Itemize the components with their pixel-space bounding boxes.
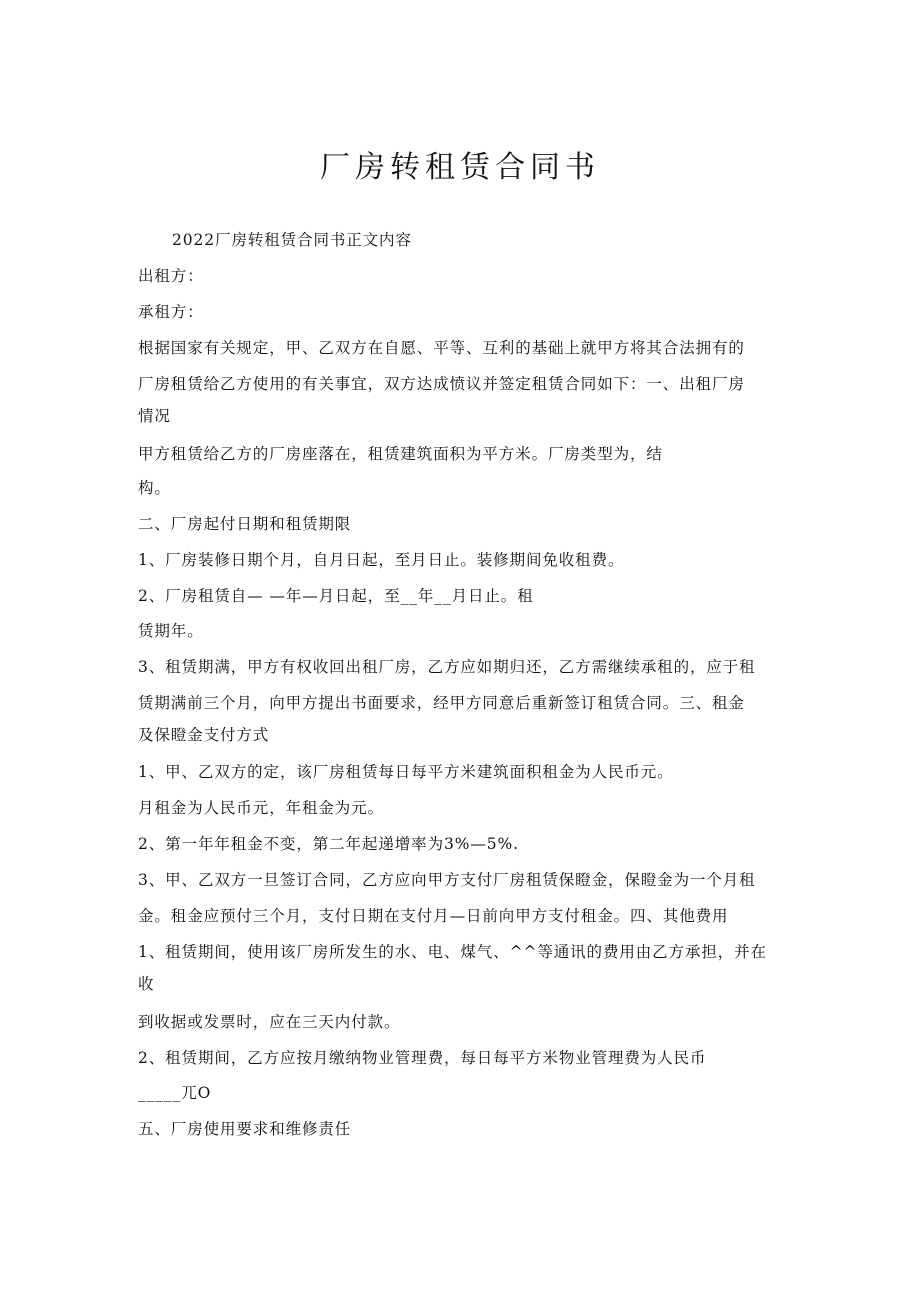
- text-line: 及保瞪金支付方式: [138, 726, 270, 744]
- text-line: 2、第一年年租金不变，第二年起递增率为3%—5%.: [138, 835, 519, 853]
- text-line: 构。: [138, 479, 171, 497]
- document-body: [138, 230, 788, 1139]
- text-line: 承租方：: [138, 303, 204, 321]
- text-line: 收: [138, 975, 155, 993]
- text-line: 到收据或发票时，应在三天内付款。: [138, 1013, 401, 1031]
- text-line: 1、甲、乙双方的定，该厂房租赁每日每平方米建筑面积租金为人民币元。: [138, 763, 674, 781]
- text-line: 赁期满前三个月，向甲方提出书面要求，经甲方同意后重新签订租赁合同。三、租金: [138, 694, 745, 712]
- text-line: 1、租赁期间，使用该厂房所发生的水、电、煤气、^^等通讯的费用由乙方承担，并在: [138, 943, 767, 961]
- subtitle-line: 2022厂房转租赁合同书正文内容: [172, 231, 412, 249]
- text-line: 2、租赁期间，乙方应按月缴纳物业管理费，每日每平方米物业管理费为人民币: [138, 1049, 707, 1067]
- text-line: 金。租金应预付三个月，支付日期在支付月—日前向甲方支付租金。四、其他费用: [138, 907, 729, 925]
- text-line: 赁期年。: [138, 622, 204, 640]
- section-heading: 二、厂房起付日期和租赁期限: [138, 515, 352, 533]
- text-line: 甲方租赁给乙方的厂房座落在，租赁建筑面积为平方米。厂房类型为，结: [138, 445, 663, 463]
- document-title: 厂房转租赁合同书: [320, 150, 600, 185]
- text-line: 根据国家有关规定，甲、乙双方在自愿、平等、互利的基础上就甲方将其合法拥有的: [138, 339, 745, 357]
- section-heading: 五、厂房使用要求和维修责任: [138, 1120, 352, 1138]
- text-line: 厂房租赁给乙方使用的有关事宜，双方达成愤议并签定租赁合同如下：一、出租厂房: [138, 375, 745, 393]
- text-line: 情况: [138, 407, 171, 425]
- text-line: _____兀O: [138, 1084, 212, 1102]
- text-line: 3、甲、乙双方一旦签订合同，乙方应向甲方支付厂房租赁保瞪金，保瞪金为一个月租: [138, 871, 756, 889]
- text-line: 1、厂房装修日期个月，自月日起，至月日止。装修期间免收租费。: [138, 551, 625, 569]
- text-line: 3、租赁期满，甲方有权收回出租厂房，乙方应如期归还，乙方需继续承租的，应于租: [138, 658, 756, 676]
- text-line: 2、厂房租赁自— —年—月日起，至__年__月日止。租: [138, 587, 534, 605]
- text-line: 月租金为人民币元，年租金为元。: [138, 799, 385, 817]
- text-line: 出租方：: [138, 267, 204, 285]
